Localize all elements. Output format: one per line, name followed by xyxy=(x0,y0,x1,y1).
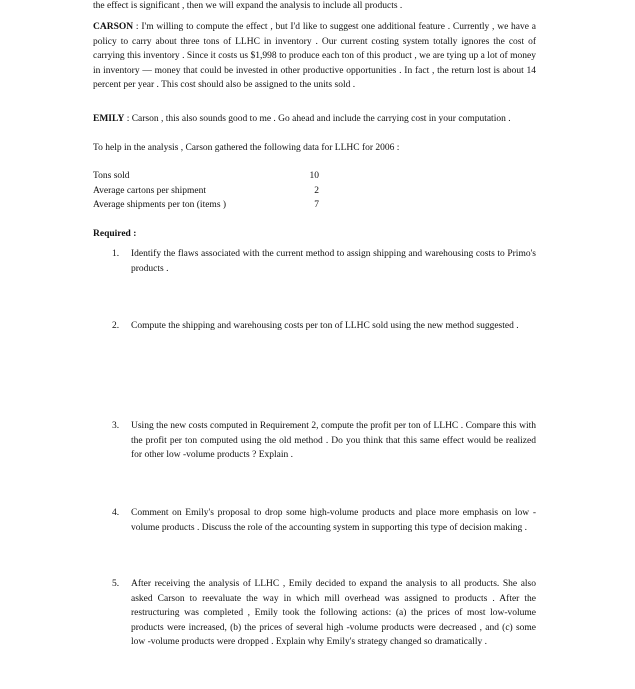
table-row-value: 2 xyxy=(314,185,319,196)
requirement-text: After receiving the analysis of LLHC , Emily decided to expand the analysis to all products. She also asked Carson to reevaluate the way in which mill overhead was assigned to products . After the restructuring was completed , Emily took the following actions: (a) the prices of most low-volume products were increased, (b) the prices of several high -volume products were decreased , and (c) some low -volume products were dropped . Explain why Emily's strategy changed so dramatically . xyxy=(131,579,536,647)
emily-speaker: EMILY xyxy=(93,114,125,124)
table-row-label: Average shipments per ton (items ) xyxy=(93,200,227,210)
table-row xyxy=(93,184,319,199)
requirement-number: 1. xyxy=(112,249,120,259)
table-row xyxy=(93,198,319,213)
carson-paragraph xyxy=(93,20,536,93)
table-row-value: 10 xyxy=(309,171,319,181)
requirement-item xyxy=(112,419,536,463)
requirement-text: Using the new costs computed in Requirement 2, compute the profit per ton of LLHC . Compare this with the profit per ton computed using the old method . Do you think that this same effect would be realized for other low -volume products ? Explain . xyxy=(131,421,536,460)
intro-tail-paragraph: the effect is significant , then we will expand the analysis to include all products . xyxy=(93,1,403,11)
carson-speaker: CARSON xyxy=(93,22,134,32)
carson-text: : I'm willing to compute the effect , but I'd like to suggest one additional feature . Currently , we have a policy to carry about three tons of LLHC in inventory . Our current costing system totally ignores the cost of carrying this inventory . Since it costs us $1,998 to produce each ton of this product , we are tying up a lot of money in inventory — money that could be invested in other productive opportunities . In fact , the return lost is about 14 percent per year . This cost should also be assigned to the units sold . xyxy=(93,22,536,90)
requirement-number: 2. xyxy=(112,321,120,331)
requirement-number: 4. xyxy=(112,508,120,518)
emily-text: : Carson , this also sounds good to me . Go ahead and include the carrying cost in your computation . xyxy=(126,114,511,124)
requirement-text: Compute the shipping and warehousing costs per ton of LLHC sold using the new method suggested . xyxy=(131,321,519,331)
requirement-text: Identify the flaws associated with the current method to assign shipping and warehousing costs to Primo's products . xyxy=(131,249,536,274)
emily-paragraph xyxy=(93,112,536,127)
table-row-value: 7 xyxy=(314,200,319,210)
requirement-text: Comment on Emily's proposal to drop some high-volume products and place more emphasis on low -volume products . Discuss the role of the accounting system in supporting this type of decision making . xyxy=(131,508,536,533)
requirement-item xyxy=(112,506,536,535)
requirement-number: 3. xyxy=(112,421,120,431)
required-heading: Required : xyxy=(93,229,137,239)
table-row xyxy=(93,169,319,184)
requirement-number: 5. xyxy=(112,579,120,589)
requirement-item xyxy=(112,247,536,276)
table-row-label: Tons sold xyxy=(93,171,130,181)
table-row-label: Average cartons per shipment xyxy=(93,185,206,196)
requirement-item xyxy=(112,577,536,650)
data-table xyxy=(93,169,319,213)
help-line: To help in the analysis , Carson gathered the following data for LLHC for 2006 : xyxy=(93,143,400,153)
requirement-item xyxy=(112,319,536,334)
